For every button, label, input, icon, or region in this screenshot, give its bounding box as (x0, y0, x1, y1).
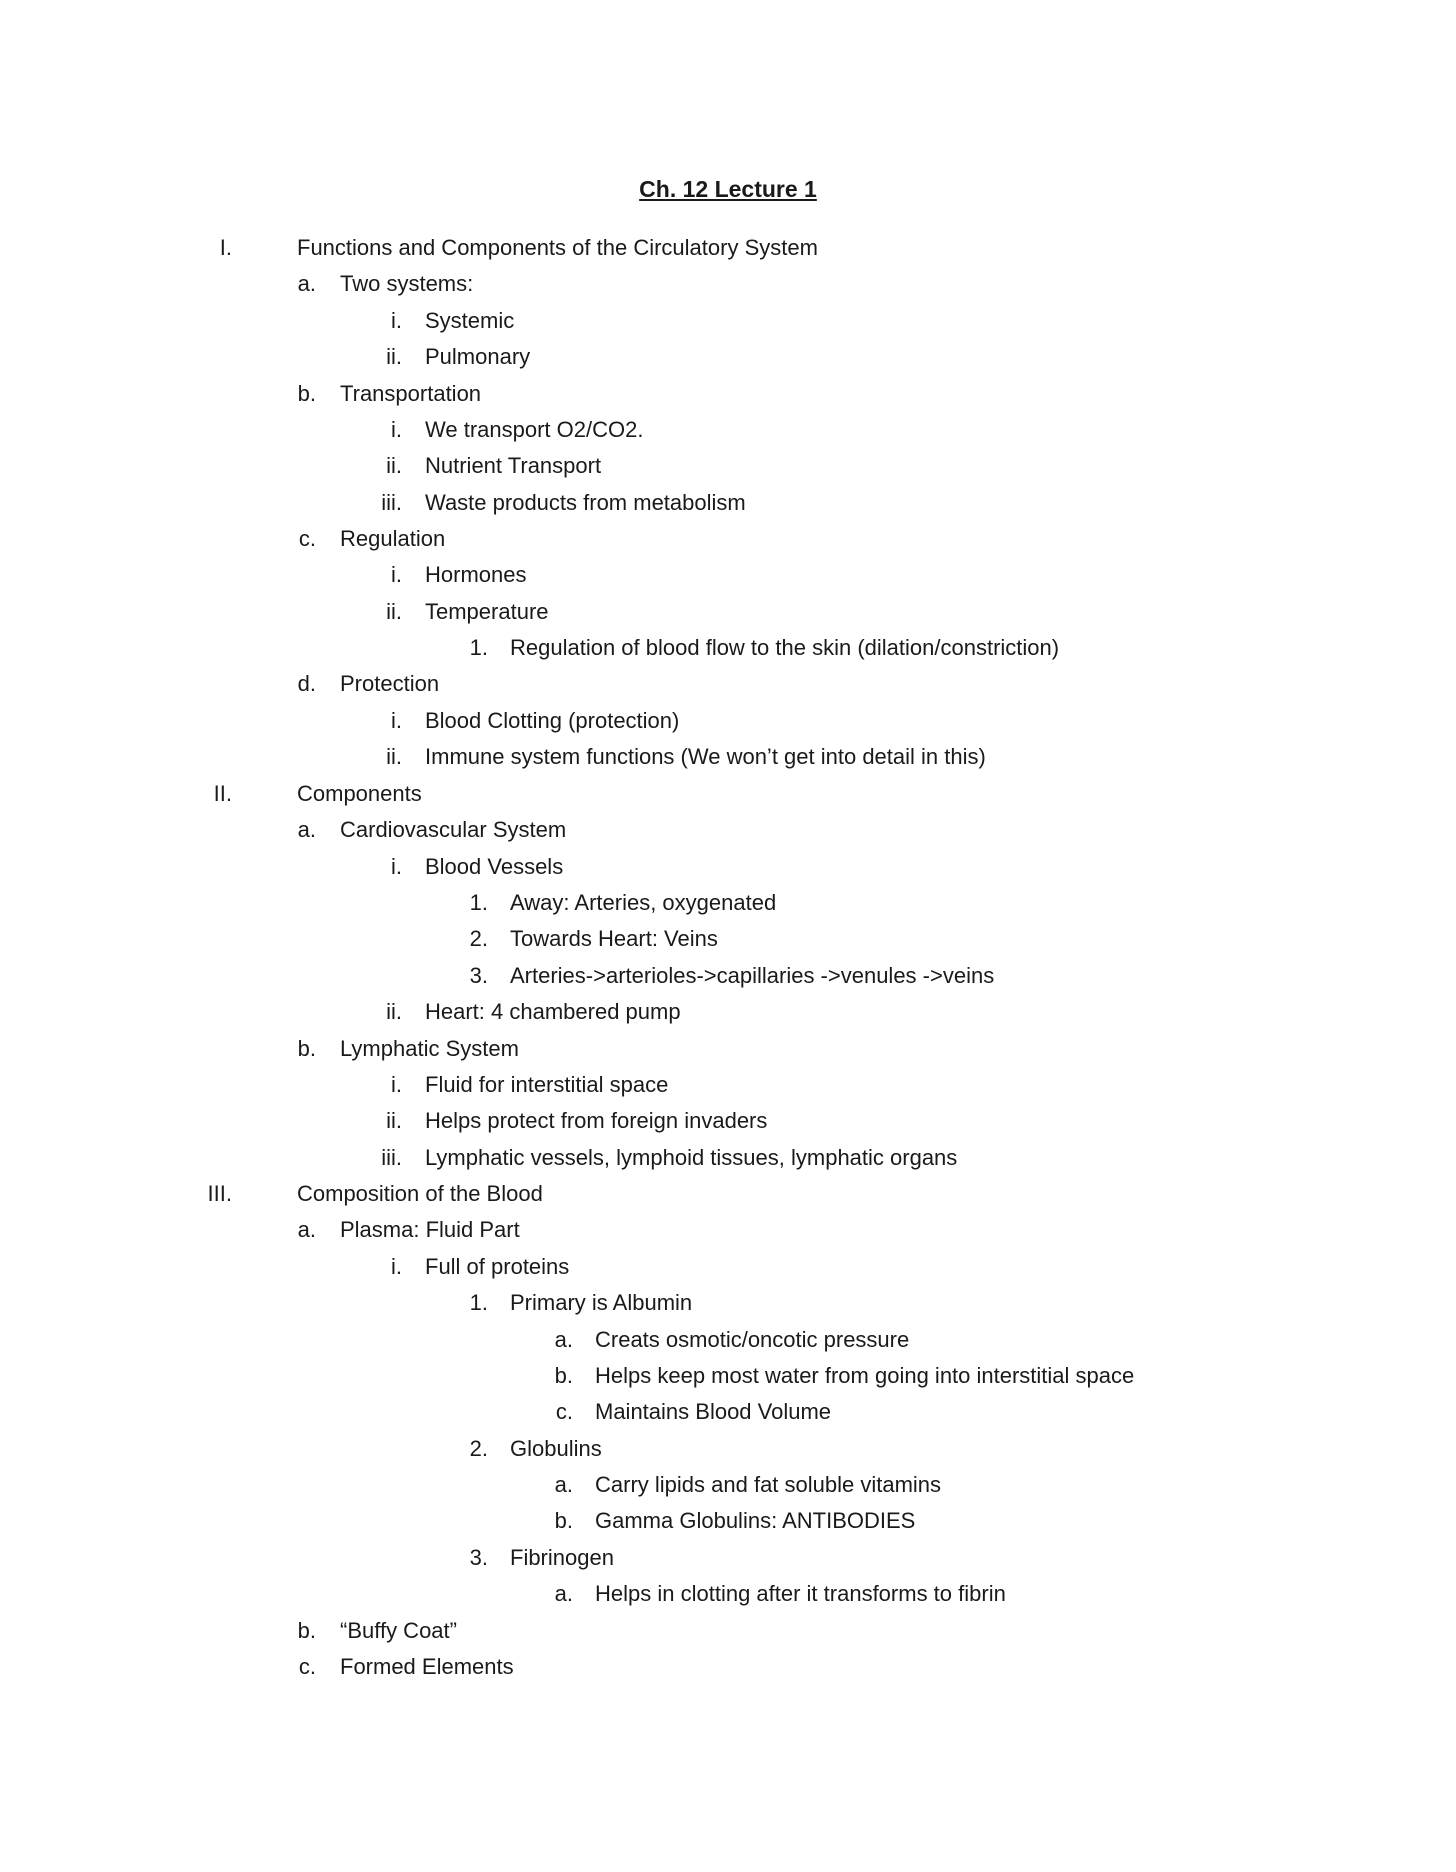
outline-marker: 3. (469, 963, 488, 988)
outline-marker: iii. (381, 490, 402, 515)
outline-text: Formed Elements (340, 1654, 514, 1679)
outline-text: Systemic (425, 308, 515, 333)
outline-text: Regulation of blood flow to the skin (dilation/constriction) (510, 635, 1060, 660)
outline-marker: ii. (386, 744, 402, 769)
outline-item-level-4 (0, 924, 1456, 954)
outline-item-level-5 (0, 1470, 1456, 1500)
outline-item-level-2 (0, 379, 1456, 409)
outline-item-level-3 (0, 415, 1456, 445)
outline-marker: c. (298, 526, 316, 551)
outline-text: Hormones (425, 562, 527, 587)
outline-item-level-4 (0, 961, 1456, 991)
outline-text: Primary is Albumin (510, 1290, 693, 1315)
outline-text: “Buffy Coat” (340, 1618, 457, 1643)
outline-text: Lymphatic System (340, 1036, 519, 1061)
outline-item-level-2 (0, 815, 1456, 845)
outline-item-level-3 (0, 488, 1456, 518)
outline-text: Composition of the Blood (297, 1181, 543, 1206)
outline-text: Waste products from metabolism (425, 490, 746, 515)
outline-text: Two systems: (340, 271, 474, 296)
outline-text: Maintains Blood Volume (595, 1399, 832, 1424)
outline-item-level-5 (0, 1579, 1456, 1609)
outline-marker: a. (554, 1327, 573, 1352)
outline-marker: iii. (381, 1145, 402, 1170)
outline-marker: i. (391, 417, 402, 442)
outline-text: Blood Vessels (425, 854, 564, 879)
outline-marker: i. (391, 854, 402, 879)
outline-marker: i. (391, 708, 402, 733)
outline-item-level-5 (0, 1325, 1456, 1355)
outline-text: Full of proteins (425, 1254, 570, 1279)
outline-text: Regulation (340, 526, 446, 551)
outline-item-level-4 (0, 1543, 1456, 1573)
outline-text: Lymphatic vessels, lymphoid tissues, lymphatic organs (425, 1145, 958, 1170)
outline-text: Pulmonary (425, 344, 531, 369)
outline-marker: i. (391, 1072, 402, 1097)
outline-marker: II. (213, 781, 232, 806)
outline-text: Fluid for interstitial space (425, 1072, 669, 1097)
outline-item-level-3 (0, 597, 1456, 627)
outline-text: Blood Clotting (protection) (425, 708, 680, 733)
outline-text: Plasma: Fluid Part (340, 1217, 520, 1242)
outline-text: Fibrinogen (510, 1545, 614, 1570)
outline-marker: 1. (469, 890, 488, 915)
outline-text: Helps keep most water from going into interstitial space (595, 1363, 1135, 1388)
outline-text: Creats osmotic/oncotic pressure (595, 1327, 910, 1352)
outline-marker: a. (297, 817, 316, 842)
outline-item-level-3 (0, 1070, 1456, 1100)
outline-text: Away: Arteries, oxygenated (510, 890, 777, 915)
outline-item-level-4 (0, 633, 1456, 663)
outline-marker: III. (207, 1181, 232, 1206)
outline-marker: 2. (469, 926, 488, 951)
outline-item-level-5 (0, 1506, 1456, 1536)
outline-item-level-5 (0, 1361, 1456, 1391)
outline-item-level-3 (0, 706, 1456, 736)
outline-marker: i. (391, 308, 402, 333)
outline-item-level-3 (0, 306, 1456, 336)
outline-text: Arteries->arterioles->capillaries ->venules ->veins (510, 963, 995, 988)
outline-marker: 1. (469, 1290, 488, 1315)
outline-marker: a. (297, 1217, 316, 1242)
outline-text: Helps in clotting after it transforms to fibrin (595, 1581, 1006, 1606)
outline-text: Protection (340, 671, 440, 696)
outline-marker: ii. (386, 599, 402, 624)
outline-item-level-3 (0, 451, 1456, 481)
outline-marker: a. (554, 1472, 573, 1497)
outline-text: Gamma Globulins: ANTIBODIES (595, 1508, 916, 1533)
outline-item-level-4 (0, 1434, 1456, 1464)
outline-item-level-2 (0, 1215, 1456, 1245)
outline-item-level-4 (0, 888, 1456, 918)
outline-text: Nutrient Transport (425, 453, 602, 478)
outline-text: Heart: 4 chambered pump (425, 999, 681, 1024)
outline-item-level-3 (0, 852, 1456, 882)
outline-item-level-2 (0, 269, 1456, 299)
outline-item-level-3 (0, 742, 1456, 772)
outline-item-level-1 (0, 779, 1456, 809)
outline-text: Immune system functions (We won’t get into detail in this) (425, 744, 986, 769)
outline-marker: b. (554, 1363, 573, 1388)
outline-marker: ii. (386, 1108, 402, 1133)
outline-marker: b. (297, 381, 316, 406)
outline-item-level-5 (0, 1397, 1456, 1427)
outline-text: Transportation (340, 381, 482, 406)
outline-item-level-2 (0, 669, 1456, 699)
outline-marker: c. (298, 1654, 316, 1679)
outline-item-level-1 (0, 233, 1456, 263)
outline-marker: b. (297, 1618, 316, 1643)
page-title: Ch. 12 Lecture 1 (639, 176, 817, 202)
outline-item-level-2 (0, 524, 1456, 554)
outline-item-level-1 (0, 1179, 1456, 1209)
outline-text: Functions and Components of the Circulatory System (297, 235, 818, 260)
outline-marker: b. (554, 1508, 573, 1533)
outline-marker: ii. (386, 344, 402, 369)
outline-item-level-3 (0, 1106, 1456, 1136)
outline-item-level-3 (0, 560, 1456, 590)
outline-marker: d. (297, 671, 316, 696)
outline-text: Helps protect from foreign invaders (425, 1108, 768, 1133)
outline-marker: b. (297, 1036, 316, 1061)
outline-marker: i. (391, 1254, 402, 1279)
outline-item-level-3 (0, 342, 1456, 372)
outline-text: We transport O2/CO2. (425, 417, 644, 442)
outline-marker: ii. (386, 453, 402, 478)
outline-item-level-3 (0, 997, 1456, 1027)
outline-marker: I. (219, 235, 232, 260)
outline-marker: c. (555, 1399, 573, 1424)
outline-marker: a. (297, 271, 316, 296)
outline-marker: 1. (469, 635, 488, 660)
outline-text: Globulins (510, 1436, 602, 1461)
outline-marker: ii. (386, 999, 402, 1024)
outline-marker: a. (554, 1581, 573, 1606)
outline-text: Temperature (425, 599, 549, 624)
outline-marker: 2. (469, 1436, 488, 1461)
outline-item-level-2 (0, 1034, 1456, 1064)
outline-item-level-3 (0, 1252, 1456, 1282)
outline-item-level-4 (0, 1288, 1456, 1318)
outline-marker: 3. (469, 1545, 488, 1570)
outline-item-level-3 (0, 1143, 1456, 1173)
outline-item-level-2 (0, 1616, 1456, 1646)
outline-text: Towards Heart: Veins (510, 926, 718, 951)
outline-text: Carry lipids and fat soluble vitamins (595, 1472, 942, 1497)
outline-item-level-2 (0, 1652, 1456, 1682)
outline-text: Components (297, 781, 422, 806)
outline-marker: i. (391, 562, 402, 587)
outline-text: Cardiovascular System (340, 817, 567, 842)
